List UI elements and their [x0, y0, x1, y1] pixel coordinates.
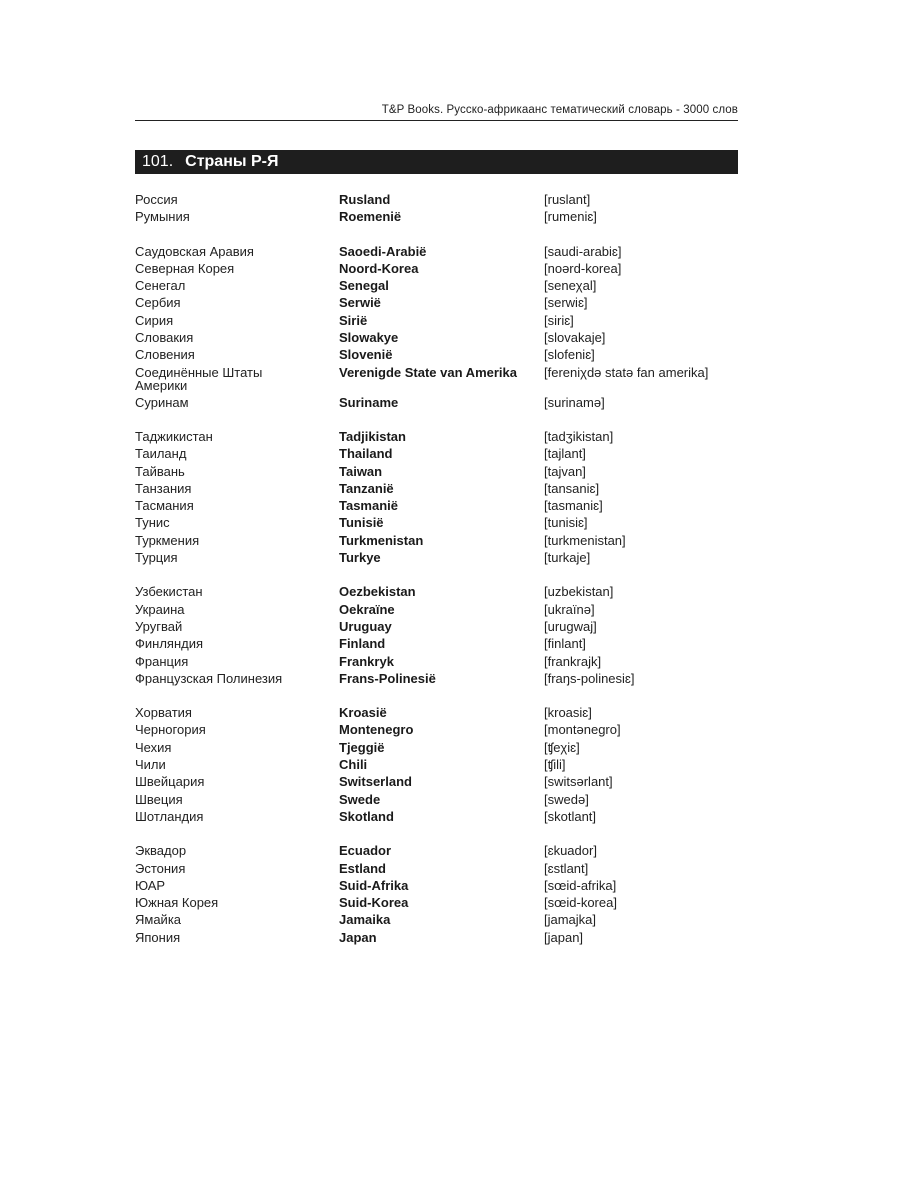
transcription: [fereniχdə statə fan amerika]	[544, 364, 709, 380]
section-heading	[135, 150, 738, 174]
russian-term: Сенегал	[135, 278, 186, 294]
vocab-entry	[135, 364, 738, 394]
afrikaans-term: Suriname	[339, 394, 399, 410]
transcription: [tajvan]	[544, 463, 586, 479]
afrikaans-term: Ecuador	[339, 843, 392, 859]
russian-term: Эквадор	[135, 843, 187, 859]
transcription: [slofeniɛ]	[544, 347, 595, 363]
afrikaans-term: Switserland	[339, 774, 412, 790]
transcription: [sœid-afrika]	[544, 877, 617, 893]
entry-group	[135, 191, 738, 226]
afrikaans-term: Oezbekistan	[339, 584, 416, 600]
transcription: [japan]	[544, 929, 584, 945]
transcription: [finlant]	[544, 636, 586, 652]
transcription: [tunisiɛ]	[544, 515, 588, 531]
transcription: [tadʒikistan]	[544, 428, 614, 444]
transcription: [jamajka]	[544, 912, 597, 928]
russian-term: Швейцария	[135, 774, 205, 790]
vocab-entry	[135, 670, 738, 687]
vocab-entry	[135, 463, 738, 480]
transcription: [slovakaje]	[544, 330, 606, 346]
section-title: Страны Р-Я	[185, 153, 279, 170]
vocab-entry	[135, 618, 738, 635]
afrikaans-term: Uruguay	[339, 618, 392, 634]
afrikaans-term: Kroasië	[339, 705, 387, 721]
vocab-entry	[135, 329, 738, 346]
vocab-entry	[135, 791, 738, 808]
russian-term: Словакия	[135, 330, 194, 346]
russian-term: Украина	[135, 601, 185, 617]
transcription: [fraŋs-polinesiɛ]	[544, 670, 635, 686]
vocab-entry	[135, 260, 738, 277]
vocab-entry	[135, 911, 738, 928]
vocab-entry	[135, 346, 738, 363]
russian-term: Россия	[135, 192, 178, 207]
header-divider	[135, 120, 738, 121]
transcription: [serwiɛ]	[544, 295, 588, 311]
transcription: [ɛkuador]	[544, 843, 597, 859]
vocab-entry	[135, 497, 738, 514]
afrikaans-term: Turkye	[339, 550, 381, 566]
russian-term: Ямайка	[135, 912, 182, 928]
russian-term: ЮАР	[135, 877, 166, 893]
vocab-entry	[135, 842, 738, 859]
vocab-entry	[135, 721, 738, 738]
afrikaans-term: Chili	[339, 757, 368, 773]
afrikaans-term: Oekraïne	[339, 601, 395, 617]
entry-group	[135, 704, 738, 825]
afrikaans-term: Tadjikistan	[339, 428, 406, 444]
russian-term: Саудовская Аравия	[135, 243, 254, 259]
russian-term: Тасмания	[135, 498, 194, 514]
vocab-entry	[135, 894, 738, 911]
transcription: [ukraïnə]	[544, 601, 595, 617]
russian-term: Черногория	[135, 722, 206, 738]
transcription: [surinamə]	[544, 394, 605, 410]
transcription: [swedə]	[544, 791, 589, 807]
afrikaans-term: Japan	[339, 929, 377, 945]
russian-term: Хорватия	[135, 705, 192, 721]
entry-group	[135, 428, 738, 566]
afrikaans-term: Sirië	[339, 312, 368, 328]
afrikaans-term: Taiwan	[339, 463, 383, 479]
vocab-entry	[135, 514, 738, 531]
vocab-entry	[135, 773, 738, 790]
afrikaans-term: Suid-Korea	[339, 895, 409, 911]
russian-term: Узбекистан	[135, 584, 203, 600]
afrikaans-term: Tunisië	[339, 515, 384, 531]
russian-term: Турция	[135, 550, 178, 566]
vocab-entry	[135, 929, 738, 946]
russian-term: Танзания	[135, 480, 192, 496]
afrikaans-term: Frans-Polinesië	[339, 670, 436, 686]
afrikaans-term: Slowakye	[339, 330, 399, 346]
transcription: [kroasiɛ]	[544, 705, 592, 721]
russian-term: Чили	[135, 757, 166, 773]
russian-term: Тайвань	[135, 463, 185, 479]
russian-term: Северная Корея	[135, 260, 235, 276]
transcription: [switsərlant]	[544, 774, 613, 790]
vocab-entry	[135, 394, 738, 411]
vocab-entry	[135, 208, 738, 225]
transcription: [montənegro]	[544, 722, 621, 738]
afrikaans-term: Finland	[339, 636, 386, 652]
afrikaans-term: Verenigde State van Amerika	[339, 364, 517, 380]
section-number: 101.	[142, 153, 174, 170]
afrikaans-term: Jamaika	[339, 912, 391, 928]
transcription: [turkaje]	[544, 550, 591, 566]
afrikaans-term: Tanzanië	[339, 480, 394, 496]
transcription: [siriɛ]	[544, 312, 574, 328]
russian-term: Эстония	[135, 860, 186, 876]
afrikaans-term: Thailand	[339, 446, 393, 462]
vocab-entry	[135, 243, 738, 260]
afrikaans-term: Senegal	[339, 278, 389, 294]
entry-group	[135, 583, 738, 687]
vocab-entry	[135, 704, 738, 721]
russian-term: Румыния	[135, 209, 190, 225]
afrikaans-term: Tjeggië	[339, 739, 385, 755]
russian-term: Соединённые Штаты Америки	[135, 364, 263, 393]
vocab-entry	[135, 428, 738, 445]
russian-term: Южная Корея	[135, 895, 219, 911]
russian-term: Таджикистан	[135, 428, 213, 444]
running-header: T&P Books. Русско-африкаанс тематический словарь - 3000 слов	[381, 104, 738, 116]
russian-term: Тунис	[135, 515, 170, 531]
vocab-entry	[135, 583, 738, 600]
afrikaans-term: Montenegro	[339, 722, 414, 738]
vocab-entry	[135, 756, 738, 773]
afrikaans-term: Frankryk	[339, 653, 394, 669]
vocab-entry	[135, 860, 738, 877]
vocabulary-list	[135, 191, 738, 963]
transcription: [seneχal]	[544, 278, 597, 294]
vocab-entry	[135, 739, 738, 756]
afrikaans-term: Rusland	[339, 192, 391, 207]
transcription: [tasmaniɛ]	[544, 498, 603, 514]
transcription: [sœid-korea]	[544, 895, 617, 911]
russian-term: Сербия	[135, 295, 181, 311]
transcription: [urugwaj]	[544, 618, 597, 634]
entry-group	[135, 842, 738, 946]
afrikaans-term: Skotland	[339, 808, 394, 824]
transcription: [saudi-arabiɛ]	[544, 243, 622, 259]
transcription: [tansaniɛ]	[544, 480, 600, 496]
transcription: [ʧeχiɛ]	[544, 739, 580, 755]
transcription: [uzbekistan]	[544, 584, 614, 600]
afrikaans-term: Slovenië	[339, 347, 393, 363]
transcription: [tajlant]	[544, 446, 586, 462]
vocab-entry	[135, 445, 738, 462]
vocab-entry	[135, 191, 738, 208]
vocab-entry	[135, 294, 738, 311]
vocab-entry	[135, 635, 738, 652]
russian-term: Туркмения	[135, 532, 200, 548]
russian-term: Уругвай	[135, 618, 183, 634]
vocab-entry	[135, 601, 738, 618]
transcription: [rumeniɛ]	[544, 209, 597, 225]
transcription: [ruslant]	[544, 192, 591, 207]
vocab-entry	[135, 532, 738, 549]
transcription: [skotlant]	[544, 808, 597, 824]
vocab-entry	[135, 549, 738, 566]
afrikaans-term: Swede	[339, 791, 381, 807]
afrikaans-term: Tasmanië	[339, 498, 399, 514]
vocab-entry	[135, 312, 738, 329]
transcription: [frankrajk]	[544, 653, 602, 669]
transcription: [ɛstlant]	[544, 860, 589, 876]
russian-term: Словения	[135, 347, 195, 363]
transcription: [turkmenistan]	[544, 532, 626, 548]
russian-term: Франция	[135, 653, 189, 669]
russian-term: Суринам	[135, 394, 189, 410]
russian-term: Швеция	[135, 791, 183, 807]
afrikaans-term: Serwië	[339, 295, 381, 311]
afrikaans-term: Suid-Afrika	[339, 877, 409, 893]
vocab-entry	[135, 277, 738, 294]
afrikaans-term: Roemenië	[339, 209, 402, 225]
vocab-entry	[135, 653, 738, 670]
vocab-entry	[135, 877, 738, 894]
afrikaans-term: Saoedi-Arabië	[339, 243, 427, 259]
russian-term: Шотландия	[135, 808, 204, 824]
vocab-entry	[135, 808, 738, 825]
entry-group	[135, 243, 738, 411]
transcription: [noərd-korea]	[544, 260, 622, 276]
russian-term: Япония	[135, 929, 181, 945]
russian-term: Финляндия	[135, 636, 204, 652]
vocab-entry	[135, 480, 738, 497]
afrikaans-term: Turkmenistan	[339, 532, 424, 548]
afrikaans-term: Estland	[339, 860, 386, 876]
transcription: [ʧili]	[544, 757, 566, 773]
russian-term: Сирия	[135, 312, 174, 328]
russian-term: Таиланд	[135, 446, 187, 462]
afrikaans-term: Noord-Korea	[339, 260, 419, 276]
russian-term: Французская Полинезия	[135, 670, 283, 686]
russian-term: Чехия	[135, 739, 172, 755]
